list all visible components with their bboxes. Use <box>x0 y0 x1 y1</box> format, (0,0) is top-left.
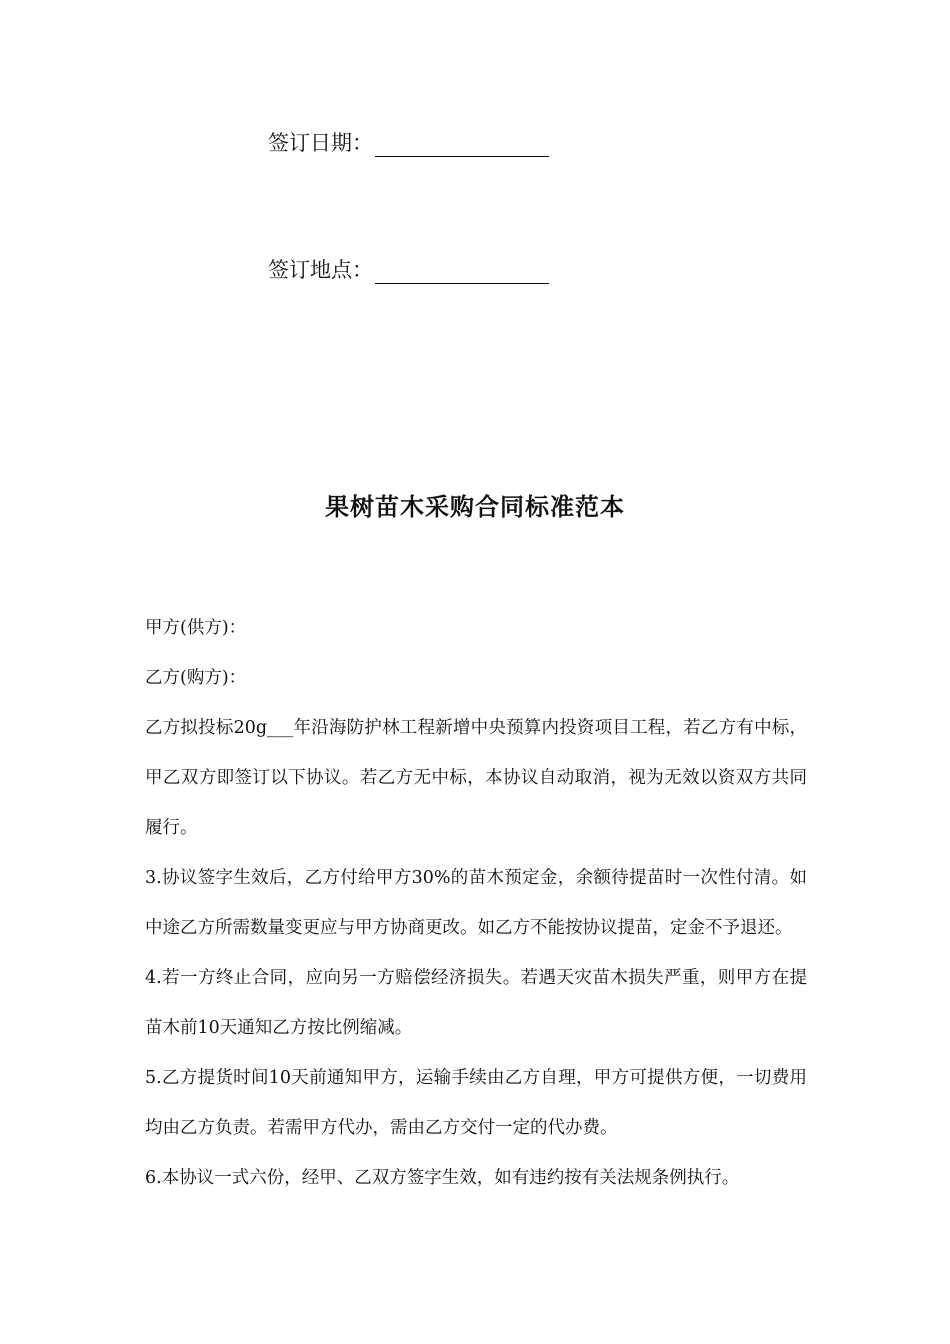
signing-date-label: 签订日期： <box>268 131 373 155</box>
signing-date-line <box>268 127 549 157</box>
signing-place-line <box>268 254 549 284</box>
signing-place-blank <box>375 261 549 284</box>
intro-paragraph: 乙方拟投标20g___年沿海防护林工程新增中央预算内投资项目工程，若乙方有中标，甲乙双方即签订以下协议。若乙方无中标，本协议自动取消，视为无效以资双方共同履行。 <box>145 718 807 838</box>
party-a-line: 甲方(供方)： <box>145 618 247 638</box>
clause-5: 5.乙方提货时间10天前通知甲方，运输手续由乙方自理，甲方可提供方便，一切费用均由乙方负责。若需甲方代办，需由乙方交付一定的代办费。 <box>145 1068 807 1138</box>
signing-date-blank <box>375 134 549 157</box>
signing-place-label: 签订地点： <box>268 258 373 282</box>
party-b-line: 乙方(购方)： <box>145 668 247 688</box>
clause-4: 4.若一方终止合同，应向另一方赔偿经济损失。若遇天灾苗木损失严重，则甲方在提苗木前10天通知乙方按比例缩减。 <box>145 968 807 1038</box>
document-title: 果树苗木采购合同标准范本 <box>325 492 625 521</box>
clause-6: 6.本协议一式六份，经甲、乙双方签字生效，如有违约按有关法规条例执行。 <box>145 1168 740 1188</box>
contract-body <box>145 603 807 1203</box>
clause-3: 3.协议签字生效后，乙方付给甲方30%的苗木预定金，余额待提苗时一次性付清。如中途乙方所需数量变更应与甲方协商更改。如乙方不能按协议提苗，定金不予退还。 <box>145 868 807 938</box>
